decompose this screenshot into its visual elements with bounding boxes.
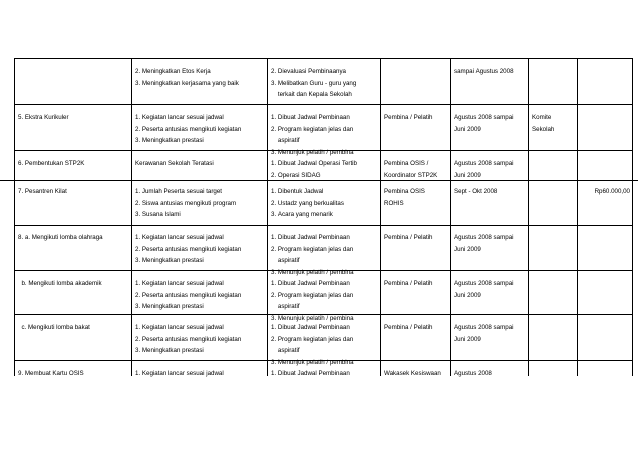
- pic-cell: [384, 112, 433, 124]
- target-cell-line: 2. Peserta antusias mengikuti kegiatan: [135, 335, 242, 343]
- cost-cell: Rp60.000,00: [594, 188, 630, 195]
- time-cell: [454, 66, 514, 78]
- time-cell-line: Agustus 2008 sampai: [454, 324, 514, 331]
- indicator-cell-line: aspiratif: [271, 347, 300, 354]
- indicator-cell-line: aspiratif: [271, 303, 300, 310]
- target-cell: [135, 232, 241, 267]
- indicator-cell-line: 1. Dibuat Jadwal Pembinaan: [271, 114, 350, 121]
- pic-cell-line: Pembina / Pelatih: [384, 324, 433, 331]
- column-border: [131, 58, 132, 376]
- row-border: [14, 58, 633, 59]
- indicator-cell: [271, 322, 354, 368]
- pic-cell-line: Wakasek Kesiswaan: [384, 370, 441, 377]
- target-cell: [135, 186, 236, 221]
- target-cell-line: 1. Kegiatan lancar sesuai jadwal: [135, 280, 224, 287]
- pic-cell-line: ROHIS: [384, 199, 404, 207]
- target-cell: [135, 112, 241, 147]
- target-cell: [135, 368, 224, 380]
- time-cell: [454, 322, 514, 345]
- target-cell-line: 2. Peserta antusias mengikuti kegiatan: [135, 245, 242, 253]
- indicator-cell-line: aspiratif: [271, 257, 300, 264]
- column-border: [14, 58, 15, 376]
- indicator-cell-line: 2. Program kegiatan jelas dan: [271, 291, 354, 299]
- indicator-cell-line: 2. Program kegiatan jelas dan: [271, 245, 354, 253]
- target-cell-line: 1. Kegiatan lancar sesuai jadwal: [135, 234, 224, 241]
- indicator-cell-line: 1. Dibuat Jadwal Pembinaan: [271, 370, 350, 377]
- pic-cell: [384, 368, 441, 380]
- time-cell-line: sampai Agustus 2008: [454, 68, 514, 75]
- target-cell-line: 3. Meningkatkan prestasi: [135, 137, 204, 144]
- indicator-cell-line: 3. Acara yang menarik: [271, 211, 333, 218]
- time-cell: [454, 232, 514, 255]
- column-border: [577, 58, 578, 376]
- target-cell-line: 1. Kegiatan lancar sesuai jadwal: [135, 370, 224, 377]
- activity-cell: [18, 232, 103, 244]
- target-cell-line: 1. Kegiatan lancar sesuai jadwal: [135, 324, 224, 331]
- activity-cell-line: 8. a. Mengikuti lomba olahraga: [18, 234, 103, 241]
- partner-cell-line: Komite: [532, 114, 552, 121]
- indicator-cell: [271, 232, 354, 278]
- indicator-cell-line: 1. Dibentuk Jadwal: [271, 188, 324, 195]
- time-cell: [454, 158, 514, 181]
- indicator-cell: [271, 278, 354, 324]
- pic-cell-line: Koordinator STP2K: [384, 171, 438, 179]
- pic-cell-line: Pembina / Pelatih: [384, 114, 433, 121]
- time-cell-line: Juni 2009: [454, 171, 481, 179]
- pic-cell: [384, 278, 433, 290]
- target-cell-line: 2. Meningkatkan Etos Kerja: [135, 68, 211, 75]
- activity-cell-line: 5. Ekstra Kurikuler: [18, 114, 69, 121]
- target-cell-line: 1. Jumlah Peserta sesuai target: [135, 188, 223, 195]
- indicator-cell-line: 1. Dibuat Jadwal Operasi Tertib: [271, 160, 357, 167]
- partner-cell: [532, 112, 554, 135]
- time-cell: [454, 368, 492, 380]
- indicator-cell-line: 3. Menunjuk pelatih / pembina: [271, 148, 354, 156]
- indicator-cell: [271, 368, 350, 380]
- time-cell-line: Agustus 2008 sampai: [454, 280, 514, 287]
- indicator-cell-line: 2. Operasi SIDAG: [271, 171, 321, 179]
- target-cell-line: 3. Meningkatkan prestasi: [135, 257, 204, 264]
- time-cell-line: Juni 2009: [454, 335, 481, 343]
- indicator-cell-line: 3. Menunjuk pelatih / pembina: [271, 314, 354, 322]
- column-border: [632, 58, 633, 376]
- pic-cell: [384, 158, 437, 181]
- time-cell-line: Agustus 2008: [454, 370, 492, 377]
- time-cell: [454, 112, 514, 135]
- indicator-cell-line: 2. Dievaluasi Pembinaanya: [271, 68, 346, 75]
- target-cell-line: 3. Meningkatkan prestasi: [135, 303, 204, 310]
- activity-cell: [18, 112, 69, 124]
- target-cell-line: 2. Siswa antusias mengikuti program: [135, 199, 237, 207]
- pic-cell-line: Pembina OSIS /: [384, 160, 429, 167]
- indicator-cell-line: 1. Dibuat Jadwal Pembinaan: [271, 280, 350, 287]
- row-border: [14, 225, 633, 226]
- time-cell-line: Juni 2009: [454, 291, 481, 299]
- activity-cell-line: 6. Pembentukan STP2K: [18, 160, 85, 167]
- activity-cell: [18, 186, 67, 198]
- time-cell-line: Agustus 2008 sampai: [454, 160, 514, 167]
- target-cell: [135, 66, 239, 89]
- indicator-cell-line: 2. Ustadz yang berkualitas: [271, 199, 344, 207]
- time-cell-line: Agustus 2008 sampai: [454, 114, 514, 121]
- time-cell: [454, 278, 514, 301]
- indicator-cell-line: 1. Dibuat Jadwal Pembinaan: [271, 234, 350, 241]
- target-cell: [135, 158, 214, 170]
- target-cell: [135, 322, 241, 357]
- activity-cell: [18, 158, 84, 170]
- partner-cell-line: Sekolah: [532, 125, 555, 133]
- target-cell: [135, 278, 241, 313]
- target-cell-line: 3. Susana Islami: [135, 211, 181, 218]
- activity-cell-line: 9. Membuat Kartu OSIS: [18, 370, 84, 377]
- indicator-cell-line: 3. Menunjuk pelatih / pembina: [271, 358, 354, 366]
- activity-cell: [18, 278, 102, 290]
- pic-cell-line: Pembina OSIS: [384, 188, 425, 195]
- indicator-cell-line: 3. Menunjuk pelatih / pembina: [271, 268, 354, 276]
- target-cell-line: 1. Kegiatan lancar sesuai jadwal: [135, 114, 224, 121]
- indicator-cell-line: terkait dan Kepala Sekolah: [271, 91, 352, 98]
- column-border: [267, 58, 268, 376]
- indicator-cell: [271, 186, 344, 221]
- time-cell-line: Agustus 2008 sampai: [454, 234, 514, 241]
- time-cell-line: Sept - Okt 2008: [454, 188, 498, 195]
- pic-cell: [384, 322, 433, 334]
- activity-cell-line: c. Mengikuti lomba bakat: [18, 324, 90, 331]
- indicator-cell-line: 3. Melibatkan Guru - guru yang: [271, 79, 357, 87]
- activity-cell-line: 7. Pesantren Kilat: [18, 188, 67, 195]
- time-cell-line: Juni 2009: [454, 125, 481, 133]
- indicator-cell-line: 2. Program kegiatan jelas dan: [271, 125, 354, 133]
- pic-cell-line: Pembina / Pelatih: [384, 234, 433, 241]
- target-cell-line: 3. Meningkatkan kerjasama yang baik: [135, 79, 239, 87]
- activity-cell-line: b. Mengikuti lomba akademik: [18, 280, 102, 287]
- target-cell-line: 2. Peserta antusias mengikuti kegiatan: [135, 291, 242, 299]
- indicator-cell-line: 1. Dibuat Jadwal Pembinaan: [271, 324, 350, 331]
- indicator-cell-line: 2. Program kegiatan jelas dan: [271, 335, 354, 343]
- target-cell-line: 2. Peserta antusias mengikuti kegiatan: [135, 125, 242, 133]
- time-cell: [454, 186, 497, 198]
- indicator-cell: [271, 158, 357, 181]
- pic-cell-line: Pembina / Pelatih: [384, 280, 433, 287]
- target-cell-line: 3. Meningkatkan prestasi: [135, 347, 204, 354]
- column-border: [380, 58, 381, 376]
- row-border: [14, 104, 633, 105]
- column-border: [528, 58, 529, 376]
- activity-cell: [18, 322, 90, 334]
- activity-cell: [18, 368, 84, 380]
- time-cell-line: Juni 2009: [454, 245, 481, 253]
- pic-cell: [384, 232, 433, 244]
- indicator-cell: [271, 66, 356, 101]
- indicator-cell: [271, 112, 354, 158]
- pic-cell: [384, 186, 425, 209]
- target-cell-line: Kerawanan Sekolah Teratasi: [135, 160, 214, 167]
- indicator-cell-line: aspiratif: [271, 137, 300, 144]
- column-border: [450, 58, 451, 376]
